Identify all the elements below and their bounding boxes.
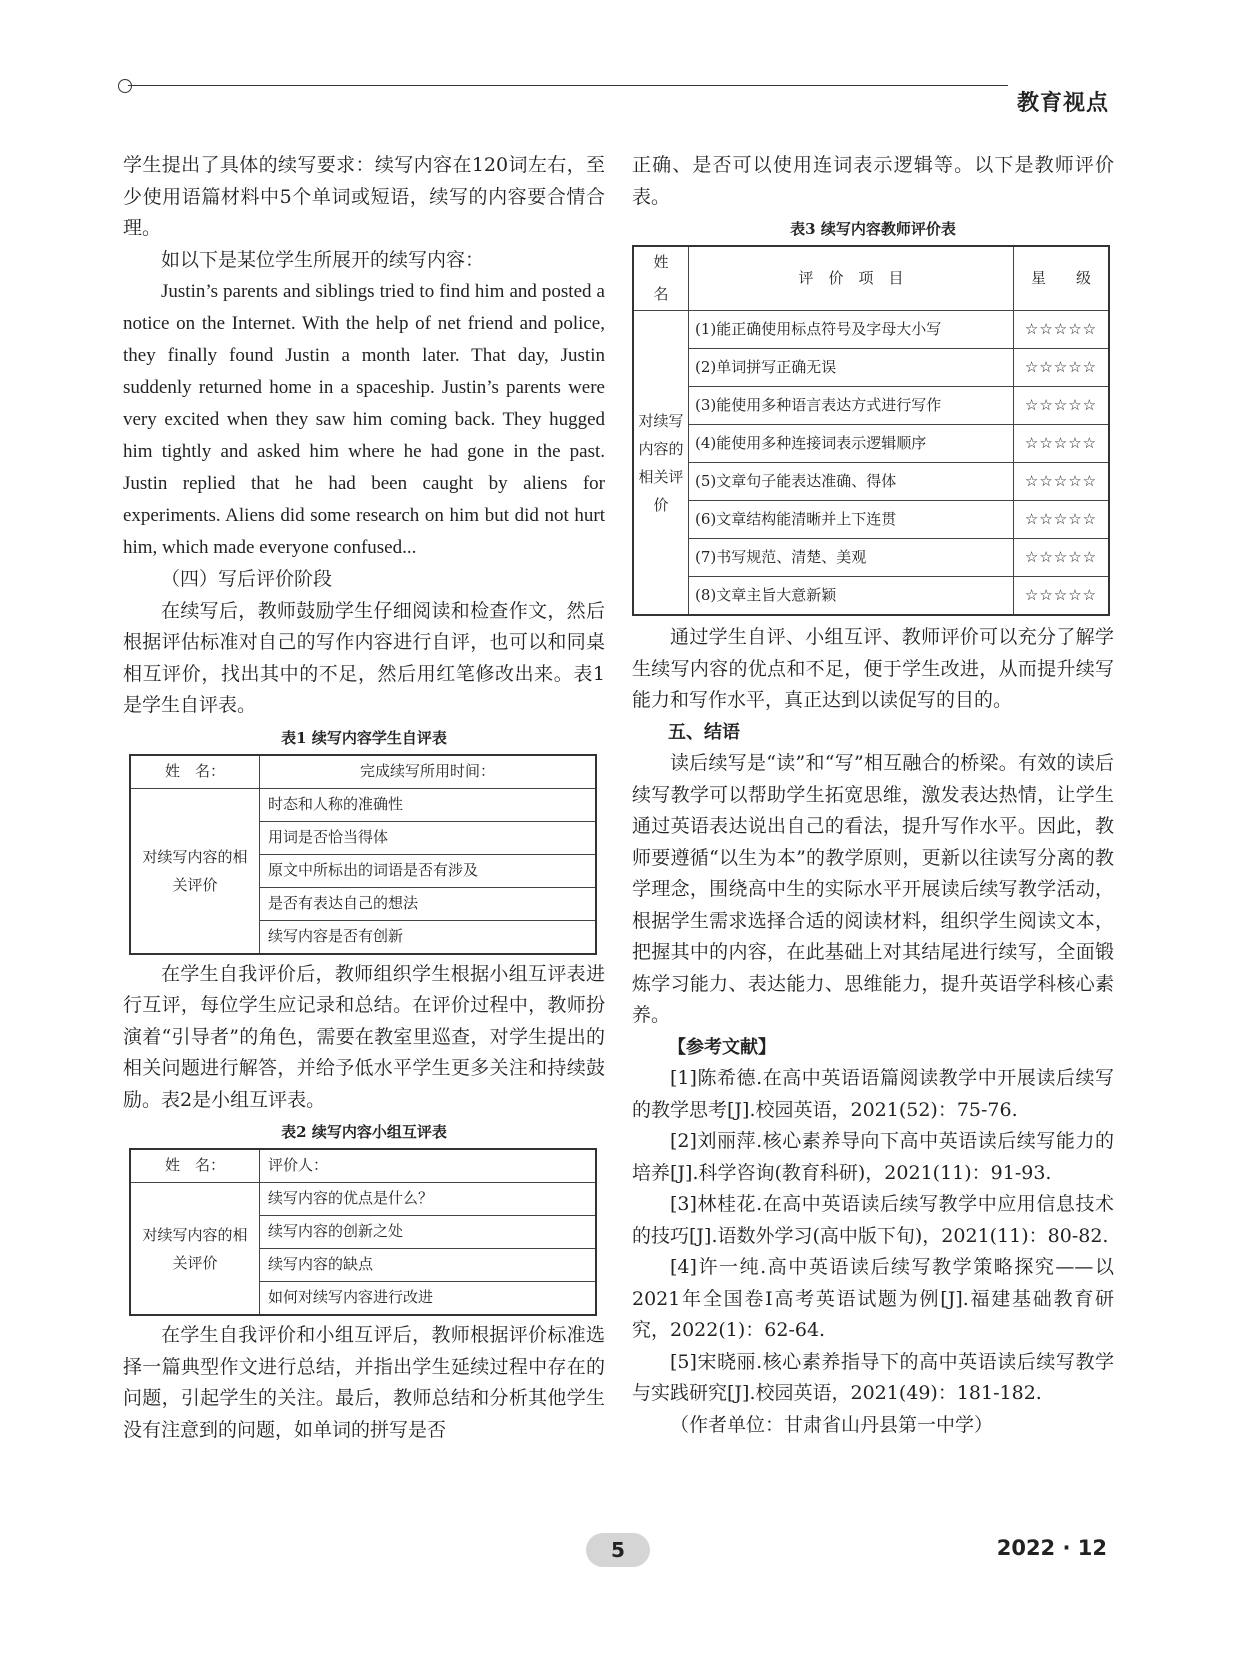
table1-caption: 表1 续写内容学生自评表: [281, 728, 447, 747]
star-rating: ☆☆☆☆☆: [1014, 349, 1110, 387]
header-circle-decoration: [118, 79, 132, 93]
paragraph: 学生提出了具体的续写要求：续写内容在120词左右，至少使用语篇材料中5个单词或短语，续写的内容要合情合理。: [123, 154, 605, 239]
left-column: [123, 150, 605, 1446]
table3-item: (3)能使用多种语言表达方式进行写作: [689, 387, 1014, 425]
paragraph: 在续写后，教师鼓励学生仔细阅读和检查作文，然后根据评估标准对自己的写作内容进行自评，也可以和同桌相互评价，找出其中的不足，然后用红笔修改出来。表1是学生自评表。: [123, 599, 605, 716]
star-rating: ☆☆☆☆☆: [1014, 311, 1110, 349]
table2-row-header: 对续写内容的相关评价: [130, 1183, 260, 1316]
star-rating: ☆☆☆☆☆: [1014, 501, 1110, 539]
section-heading: （四）写后评价阶段: [161, 568, 333, 590]
header-rule: [128, 85, 1008, 86]
table2-item: 续写内容的优点是什么？: [260, 1183, 597, 1216]
table3-item: (1)能正确使用标点符号及字母大小写: [689, 311, 1014, 349]
table2-item: 续写内容的创新之处: [260, 1216, 597, 1249]
reference-item: [3]林桂花.在高中英语读后续写教学中应用信息技术的技巧[J].语数外学习(高中版下旬)，2021(11)：80-82.: [632, 1193, 1114, 1247]
table3-item: (7)书写规范、清楚、美观: [689, 539, 1014, 577]
paragraph: 在学生自我评价后，教师组织学生根据小组互评表进行互评，每位学生应记录和总结。在评价过程中，教师扮演着“引导者”的角色，需要在教室里巡查，对学生提出的相关问题进行解答，并给予低水平学生更多关注和持续鼓励。表2是小组互评表。: [123, 962, 605, 1111]
table3-item: (8)文章主旨大意新颖: [689, 577, 1014, 616]
table2-caption: 表2 续写内容小组互评表: [281, 1123, 447, 1141]
star-rating: ☆☆☆☆☆: [1014, 463, 1110, 501]
page-number: 5: [586, 1533, 650, 1567]
table1-row-header: 对续写内容的相关评价: [130, 788, 260, 954]
section-heading: 五、结语: [668, 721, 740, 743]
star-rating: ☆☆☆☆☆: [1014, 425, 1110, 463]
table3-star-header: 星 级: [1014, 246, 1110, 311]
table2-item: 如何对续写内容进行改进: [260, 1282, 597, 1316]
table3-item: (4)能使用多种连接词表示逻辑顺序: [689, 425, 1014, 463]
paragraph: 在学生自我评价和小组互评后，教师根据评价标准选择一篇典型作文进行总结，并指出学生延续过程中存在的问题，引起学生的关注。最后，教师总结和分析其他学生没有注意到的问题，如单词的拼写是否: [123, 1324, 605, 1441]
table1-item: 原文中所标出的词语是否有涉及: [260, 854, 597, 887]
table3-caption: 表3 续写内容教师评价表: [790, 220, 956, 238]
table3-item: (5)文章句子能表达准确、得体: [689, 463, 1014, 501]
author-affiliation: （作者单位：甘肃省山丹县第一中学）: [670, 1413, 994, 1436]
table1-item: 时态和人称的准确性: [260, 788, 597, 821]
paragraph: 读后续写是“读”和“写”相互融合的桥梁。有效的读后续写教学可以帮助学生拓宽思维，激发表达热情，让学生通过英语表达说出自己的看法，提升写作水平。因此，教师要遵循“以生为本”的教学原则，更新以往读写分离的教学理念，围绕高中生的实际水平开展读后续写教学活动，根据学生需求选择合适的阅读材料，组织学生阅读文本，把握其中的内容，在此基础上对其结尾进行续写，全面锻炼学习能力、表达能力、思维能力，提升英语学科核心素养。: [632, 752, 1114, 1026]
reference-item: [4]许一纯.高中英语读后续写教学策略探究——以2021年全国卷Ⅰ高考英语试题为例[J].福建基础教育研究，2022(1)：62-64.: [632, 1256, 1114, 1341]
paragraph: 正确、是否可以使用连词表示逻辑等。以下是教师评价表。: [632, 154, 1114, 208]
table1-name-label: 姓 名：: [130, 755, 260, 789]
issue-date: 2022 · 12: [996, 1536, 1107, 1560]
star-rating: ☆☆☆☆☆: [1014, 577, 1110, 616]
table1-time-label: 完成续写所用时间：: [260, 755, 597, 789]
table3-row-header: 对续写内容的相关评价: [633, 311, 689, 616]
journal-section-title: 教育视点: [1016, 91, 1109, 116]
table1-item: 用词是否恰当得体: [260, 821, 597, 854]
table2-name-label: 姓 名：: [130, 1149, 260, 1183]
table3-item: (6)文章结构能清晰并上下连贯: [689, 501, 1014, 539]
table2-peer-assessment: [129, 1148, 597, 1316]
star-rating: ☆☆☆☆☆: [1014, 387, 1110, 425]
table2-evaluator-label: 评价人：: [260, 1149, 597, 1183]
reference-item: [1]陈希德.在高中英语语篇阅读教学中开展读后续写的教学思考[J].校园英语，2021(52)：75-76.: [632, 1067, 1114, 1121]
references-list: [632, 1063, 1114, 1441]
paragraph: 如以下是某位学生所展开的续写内容：: [161, 248, 485, 271]
paragraph: 通过学生自评、小组互评、教师评价可以充分了解学生续写内容的优点和不足，便于学生改进，从而提升续写能力和写作水平，真正达到以读促写的目的。: [632, 626, 1114, 711]
reference-item: [2]刘丽萍.核心素养导向下高中英语读后续写能力的培养[J].科学咨询(教育科研)，2021(11)：91-93.: [632, 1130, 1114, 1184]
table2-item: 续写内容的缺点: [260, 1249, 597, 1282]
table3-name-header: 姓 名: [633, 246, 689, 311]
table1-item: 是否有表达自己的想法: [260, 887, 597, 920]
right-column: [632, 150, 1114, 1441]
english-sample-paragraph: Justin’s parents and siblings tried to find him and posted a notice on the Internet. With the help of net friend and police, they finally found Justin a month later. That day, Justin suddenly returned home in a spaceship. Justin’s parents were very excited when they saw him coming back. They hugged him tightly and asked him where he had gone in the past. Justin replied that he had been caught by aliens for experiments. Aliens did some research on him but did not hurt him, which made everyone confused...: [123, 281, 605, 558]
star-rating: ☆☆☆☆☆: [1014, 539, 1110, 577]
reference-item: [5]宋晓丽.核心素养指导下的高中英语读后续写教学与实践研究[J].校园英语，2021(49)：181-182.: [632, 1350, 1114, 1404]
references-heading: 【参考文献】: [668, 1036, 776, 1058]
table1-item: 续写内容是否有创新: [260, 920, 597, 954]
table3-item-header: 评 价 项 目: [689, 246, 1014, 311]
table1-self-assessment: [129, 754, 597, 955]
table3-item: (2)单词拼写正确无误: [689, 349, 1014, 387]
table3-teacher-assessment: [632, 245, 1110, 616]
